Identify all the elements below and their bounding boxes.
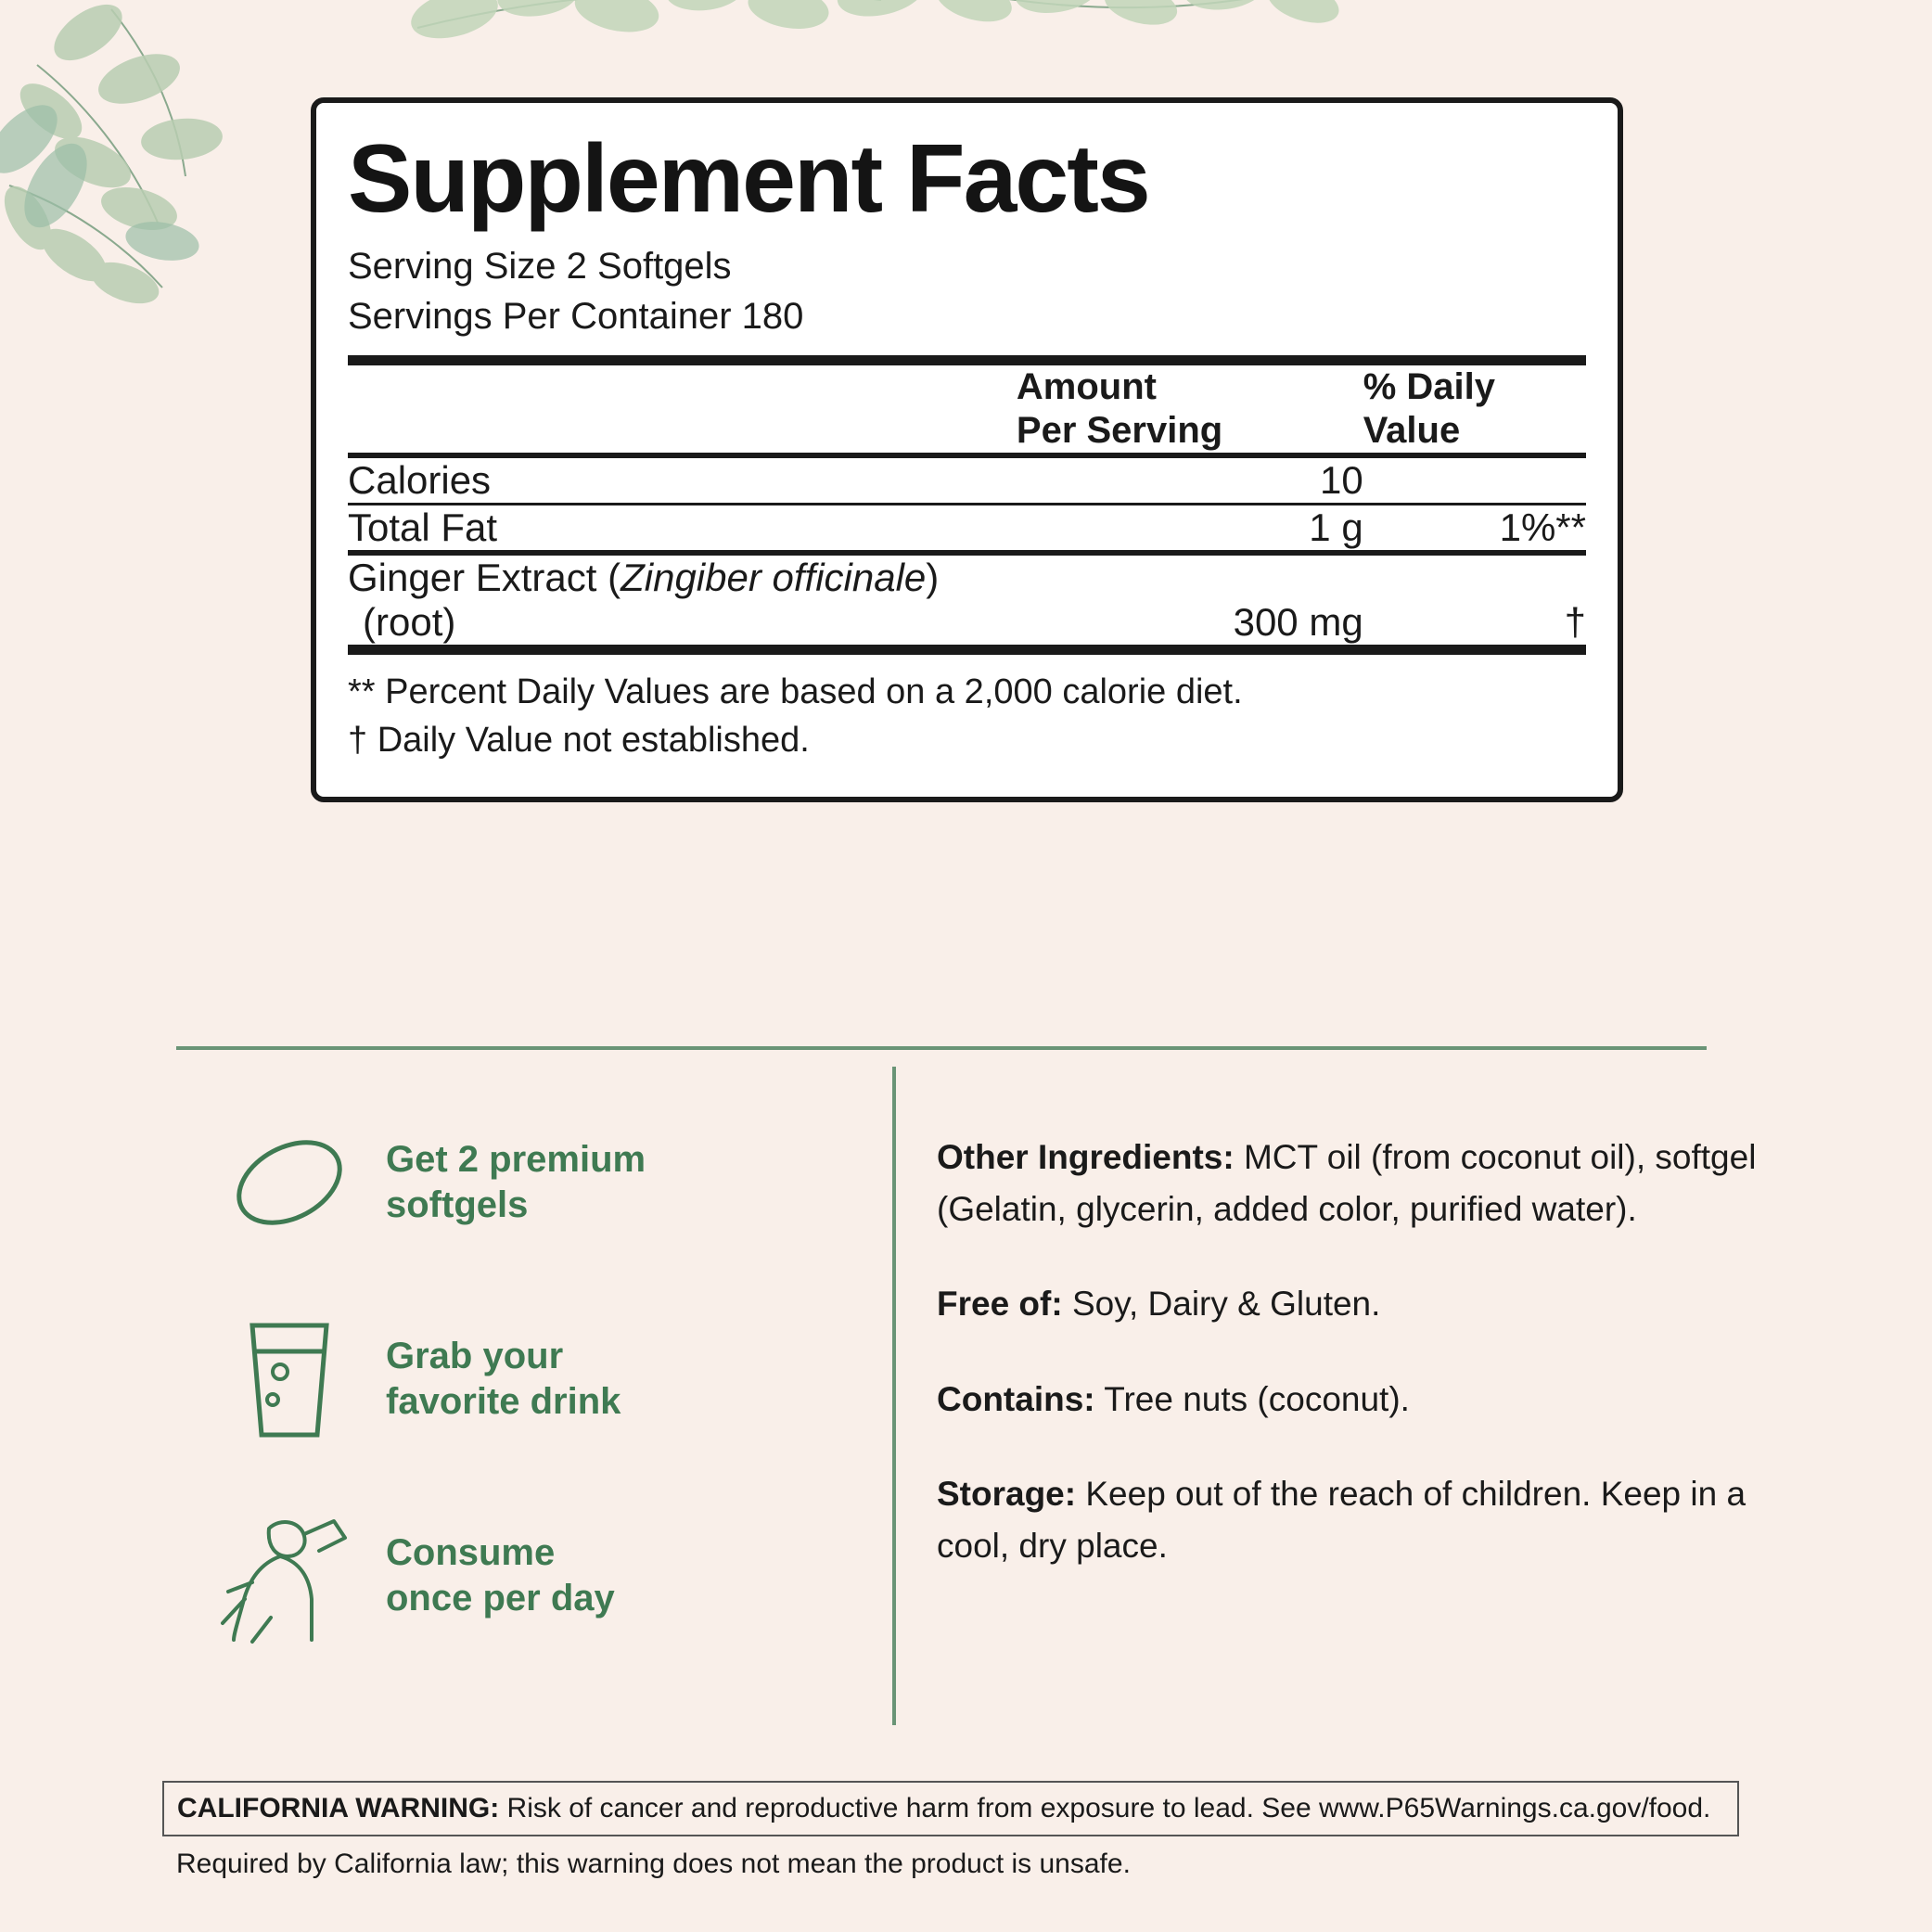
supplement-facts-panel (311, 97, 1623, 802)
row-calories-name: Calories (348, 457, 492, 502)
page-title: Supplement Facts (348, 125, 1149, 233)
person-drinking-icon (215, 1506, 364, 1645)
row-total-fat-name: Total Fat (348, 505, 498, 549)
california-warning-subtext: Required by California law; this warning does not mean the product is unsafe. (176, 1849, 1131, 1879)
header-dv-line2: Value (1363, 409, 1461, 451)
ginger-name-suffix: ) (926, 555, 940, 599)
product-info (937, 1132, 1781, 1615)
row-ginger-dv: † (1564, 599, 1586, 644)
serving-size: Serving Size 2 Softgels (348, 246, 732, 288)
header-amount-line2: Per Serving (1016, 409, 1223, 451)
storage-label: Storage: (937, 1474, 1077, 1513)
free-of-label: Free of: (937, 1285, 1063, 1324)
usage-steps (215, 1113, 864, 1703)
california-warning-label: CALIFORNIA WARNING: (177, 1793, 500, 1823)
divider-bottom (348, 645, 1586, 650)
table-row (348, 553, 1586, 645)
step-3-line2: once per day (386, 1578, 615, 1619)
other-ingredients-text: MCT oil (from coconut oil), softgel (Gelatin, glycerin, added color, purified water). (937, 1138, 1757, 1229)
header-blank (348, 365, 1017, 453)
divider-thick-top (348, 355, 1586, 365)
footnotes (348, 668, 1586, 765)
table-row (348, 504, 1586, 550)
step-label (386, 1334, 621, 1425)
row-total-fat-dv: 1%** (1499, 505, 1586, 549)
california-warning-box (162, 1781, 1739, 1836)
header-amount-line1: Amount (1016, 365, 1157, 407)
table-header-row (348, 365, 1586, 453)
other-ingredients (937, 1132, 1781, 1235)
glass-of-water-icon (215, 1314, 364, 1444)
row-calories-dv (1363, 455, 1586, 503)
other-ingredients-label: Other Ingredients: (937, 1138, 1235, 1176)
servings-per-container: Servings Per Container 180 (348, 295, 804, 337)
step-1-line1: Get 2 premium (386, 1139, 646, 1181)
ginger-scientific-name: Zingiber officinale (621, 555, 927, 599)
list-item (215, 1113, 864, 1252)
row-ginger-name (348, 553, 1017, 645)
footnote-dagger: † Daily Value not established. (348, 721, 810, 761)
storage-text: Keep out of the reach of children. Keep in a cool, dry place. (937, 1474, 1746, 1566)
header-dv-line1: % Daily (1363, 365, 1495, 407)
step-2-line1: Grab your (386, 1336, 564, 1377)
free-of-text: Soy, Dairy & Gluten. (1062, 1285, 1381, 1324)
list-item (215, 1310, 864, 1449)
contains-text: Tree nuts (coconut). (1094, 1379, 1410, 1418)
step-2-line2: favorite drink (386, 1381, 621, 1422)
ginger-name-second-line: (root) (363, 599, 456, 644)
contains-label: Contains: (937, 1379, 1095, 1418)
vertical-divider (892, 1067, 896, 1725)
contains (937, 1374, 1781, 1426)
supplement-facts-table (348, 365, 1586, 655)
horizontal-divider (176, 1046, 1707, 1050)
row-total-fat-amount: 1 g (1309, 505, 1363, 549)
step-3-line1: Consume (386, 1532, 556, 1574)
storage (937, 1468, 1781, 1572)
footnote-percent-daily-value: ** Percent Daily Values are based on a 2,000 calorie diet. (348, 672, 1243, 711)
free-of (937, 1278, 1781, 1330)
step-label (386, 1530, 615, 1621)
step-label (386, 1137, 646, 1228)
california-warning-text: Risk of cancer and reproductive harm from exposure to lead. See www.P65Warnings.ca.gov/food. (499, 1793, 1711, 1823)
row-ginger-amount: 300 mg (1233, 599, 1363, 644)
list-item (215, 1506, 864, 1645)
softgel-icon (215, 1132, 364, 1234)
row-calories-amount: 10 (1319, 457, 1363, 502)
header-daily-value (1363, 365, 1586, 453)
ginger-name-prefix: Ginger Extract ( (348, 555, 621, 599)
header-amount (1017, 365, 1363, 453)
step-1-line2: softgels (386, 1184, 529, 1225)
table-row (348, 455, 1586, 503)
